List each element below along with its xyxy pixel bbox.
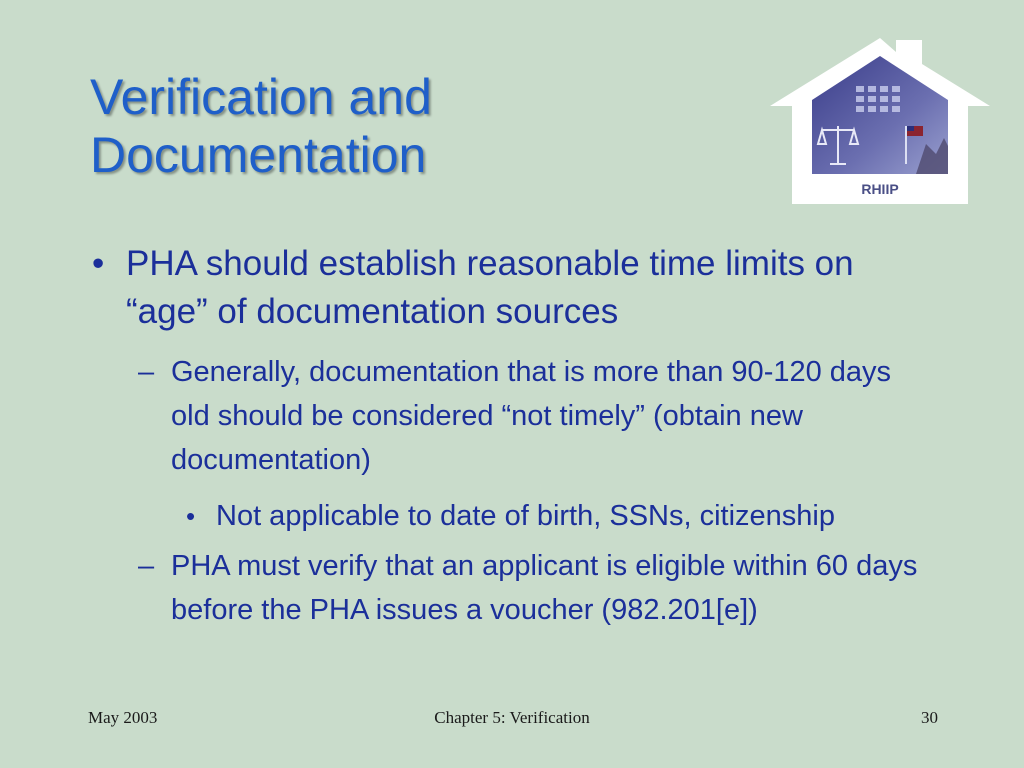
bullet-level3: Not applicable to date of birth, SSNs, citizenship: [216, 500, 835, 532]
footer-chapter: Chapter 5: Verification: [434, 708, 590, 727]
dash-marker: –: [138, 356, 155, 388]
footer-date: May 2003: [88, 708, 158, 727]
house-logo-icon: [766, 34, 994, 206]
slide-title: Verification and Documentation: [90, 69, 432, 183]
bullet-level2-second: PHA must verify that an applicant is eligible within 60 days before the PHA issues a voucher (982.201[e]): [171, 550, 918, 626]
footer-page-number: 30: [921, 708, 938, 727]
bullet-level2-first: Generally, documentation that is more than 90-120 days old should be considered “not timely” (obtain new documentation): [171, 356, 892, 476]
bullet-level1: PHA should establish reasonable time limits on “age” of documentation sources: [126, 244, 854, 331]
bullet-marker: •: [92, 244, 105, 283]
bullet-marker-small: •: [186, 501, 196, 531]
logo-label: RHIIP: [861, 181, 899, 197]
dash-marker: –: [138, 550, 155, 582]
